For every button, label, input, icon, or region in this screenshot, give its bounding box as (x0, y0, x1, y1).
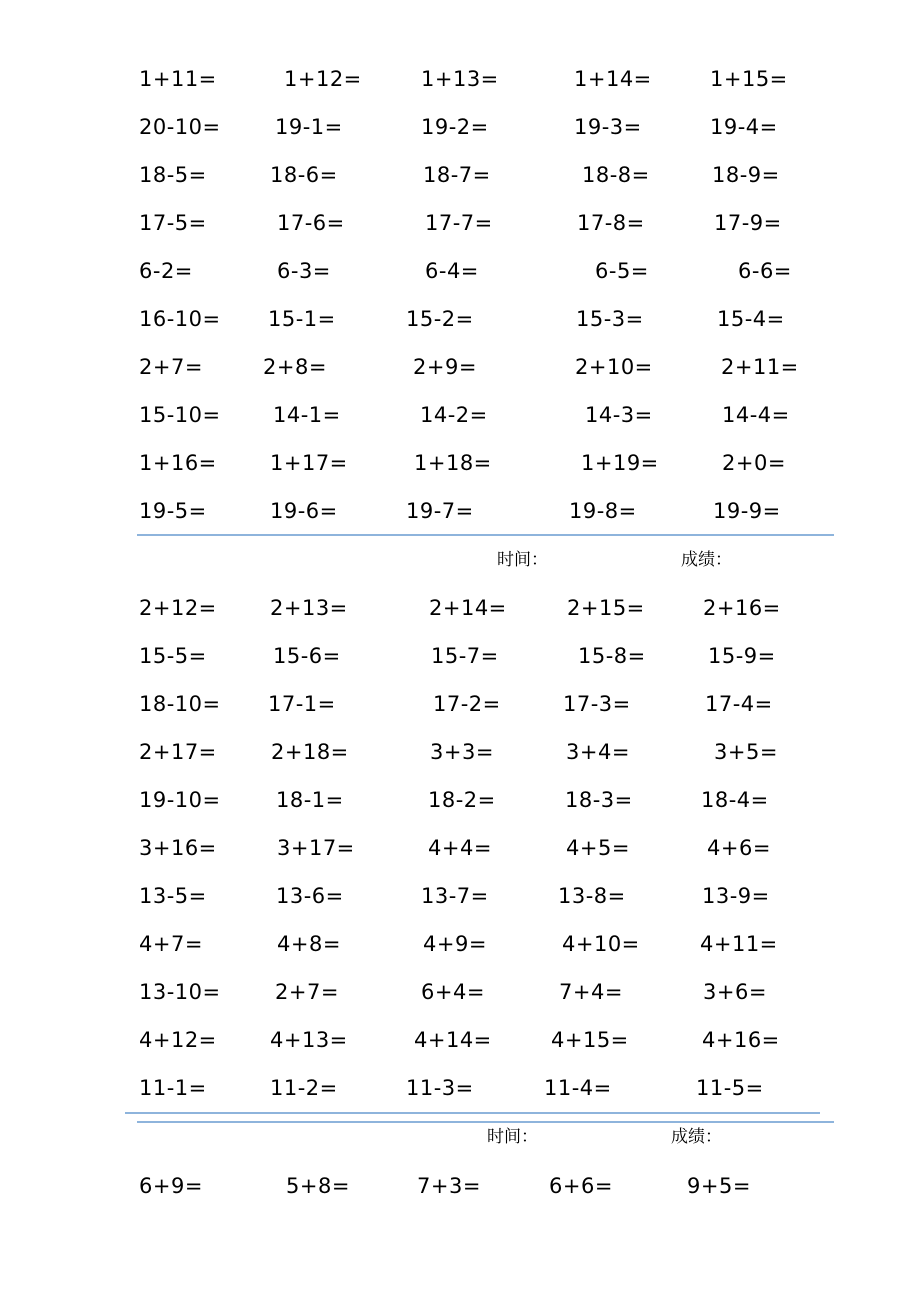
problem: 4+6= (707, 836, 771, 860)
problem-row (0, 977, 920, 1007)
problem: 20-10= (139, 115, 221, 139)
problem: 17-9= (714, 211, 782, 235)
problem: 18-5= (139, 163, 207, 187)
problem: 4+10= (562, 932, 640, 956)
score-label: 成绩： (681, 550, 732, 570)
problem: 3+17= (277, 836, 355, 860)
problem: 2+9= (413, 355, 477, 379)
time-label: 时间： (487, 1127, 538, 1147)
problem: 3+5= (714, 740, 778, 764)
problem: 15-4= (717, 307, 785, 331)
problem: 19-9= (713, 499, 781, 523)
problem: 11-3= (406, 1076, 474, 1100)
problem: 17-7= (425, 211, 493, 235)
problem: 18-3= (565, 788, 633, 812)
problem-row (0, 256, 920, 286)
problem: 18-9= (712, 163, 780, 187)
problem: 17-6= (277, 211, 345, 235)
problem: 13-7= (421, 884, 489, 908)
problem: 14-1= (273, 403, 341, 427)
problem: 7+4= (559, 980, 623, 1004)
problem: 2+12= (139, 596, 217, 620)
problem-row (0, 352, 920, 382)
problem: 15-7= (431, 644, 499, 668)
problem: 19-8= (569, 499, 637, 523)
problem: 1+14= (574, 67, 652, 91)
problem: 19-5= (139, 499, 207, 523)
problem: 15-8= (578, 644, 646, 668)
problem-row (0, 64, 920, 94)
problem: 19-10= (139, 788, 221, 812)
problem-row (0, 833, 920, 863)
problem: 6-6= (738, 259, 792, 283)
problem: 15-9= (708, 644, 776, 668)
problem: 11-4= (544, 1076, 612, 1100)
problem: 13-8= (558, 884, 626, 908)
problem: 1+12= (284, 67, 362, 91)
problem: 6+9= (139, 1174, 203, 1198)
problem: 1+17= (270, 451, 348, 475)
problem: 17-4= (705, 692, 773, 716)
problem: 2+10= (575, 355, 653, 379)
problem: 15-2= (406, 307, 474, 331)
problem: 14-3= (585, 403, 653, 427)
problem: 4+7= (139, 932, 203, 956)
problem-row (0, 304, 920, 334)
problem: 1+15= (710, 67, 788, 91)
problem: 15-1= (268, 307, 336, 331)
problem: 4+11= (700, 932, 778, 956)
time-label: 时间： (497, 550, 548, 570)
problem: 4+4= (428, 836, 492, 860)
problem-row (0, 689, 920, 719)
problem: 3+6= (703, 980, 767, 1004)
problem: 15-3= (576, 307, 644, 331)
problem: 1+18= (414, 451, 492, 475)
problem-row (0, 400, 920, 430)
problem: 6-3= (277, 259, 331, 283)
problem-row (0, 1171, 920, 1201)
problem-row (0, 785, 920, 815)
problem: 4+13= (270, 1028, 348, 1052)
problem: 2+0= (722, 451, 786, 475)
problem: 11-1= (139, 1076, 207, 1100)
problem: 6+4= (421, 980, 485, 1004)
problem-row (0, 641, 920, 671)
problem: 2+17= (139, 740, 217, 764)
problem: 5+8= (286, 1174, 350, 1198)
problem: 2+8= (263, 355, 327, 379)
problem: 18-2= (428, 788, 496, 812)
problem: 3+4= (566, 740, 630, 764)
problem: 4+8= (277, 932, 341, 956)
problem: 18-10= (139, 692, 221, 716)
problem: 2+7= (139, 355, 203, 379)
problem: 13-5= (139, 884, 207, 908)
problem: 7+3= (417, 1174, 481, 1198)
problem-row (0, 593, 920, 623)
problem-row (0, 448, 920, 478)
problem: 18-7= (423, 163, 491, 187)
problem: 19-4= (710, 115, 778, 139)
problem: 4+15= (551, 1028, 629, 1052)
problem: 15-5= (139, 644, 207, 668)
problem: 6-4= (425, 259, 479, 283)
problem-row (0, 1025, 920, 1055)
problem: 1+11= (139, 67, 217, 91)
problem: 17-5= (139, 211, 207, 235)
problem: 2+7= (275, 980, 339, 1004)
problem: 19-6= (270, 499, 338, 523)
problem: 19-3= (574, 115, 642, 139)
problem: 4+16= (702, 1028, 780, 1052)
problem: 6+6= (549, 1174, 613, 1198)
problem: 4+9= (423, 932, 487, 956)
problem: 14-2= (420, 403, 488, 427)
problem-row (0, 737, 920, 767)
problem: 2+14= (429, 596, 507, 620)
problem: 3+3= (430, 740, 494, 764)
problem: 11-2= (270, 1076, 338, 1100)
section-divider (137, 1121, 834, 1123)
problem: 17-2= (433, 692, 501, 716)
problem: 14-4= (722, 403, 790, 427)
problem: 18-8= (582, 163, 650, 187)
problem: 1+19= (581, 451, 659, 475)
problem: 2+15= (567, 596, 645, 620)
problem: 19-2= (421, 115, 489, 139)
section-divider (125, 1112, 820, 1114)
problem: 9+5= (687, 1174, 751, 1198)
problem: 13-9= (702, 884, 770, 908)
problem-row (0, 160, 920, 190)
problem: 19-1= (275, 115, 343, 139)
problem-row (0, 208, 920, 238)
problem: 17-3= (563, 692, 631, 716)
problem-row (0, 112, 920, 142)
problem: 2+18= (271, 740, 349, 764)
problem: 17-8= (577, 211, 645, 235)
problem: 13-10= (139, 980, 221, 1004)
problem: 18-4= (701, 788, 769, 812)
problem-row (0, 929, 920, 959)
problem: 6-5= (595, 259, 649, 283)
problem: 1+13= (421, 67, 499, 91)
problem: 2+16= (703, 596, 781, 620)
problem: 11-5= (696, 1076, 764, 1100)
problem: 17-1= (268, 692, 336, 716)
problem: 1+16= (139, 451, 217, 475)
problem-row (0, 1073, 920, 1103)
problem: 2+11= (721, 355, 799, 379)
problem: 18-1= (276, 788, 344, 812)
problem: 16-10= (139, 307, 221, 331)
section-divider (137, 534, 834, 536)
problem: 18-6= (270, 163, 338, 187)
problem-row (0, 881, 920, 911)
problem: 6-2= (139, 259, 193, 283)
problem: 19-7= (406, 499, 474, 523)
problem: 4+12= (139, 1028, 217, 1052)
problem-row (0, 496, 920, 526)
score-label: 成绩： (671, 1127, 722, 1147)
problem: 4+5= (566, 836, 630, 860)
problem: 15-10= (139, 403, 221, 427)
problem: 4+14= (414, 1028, 492, 1052)
problem: 2+13= (270, 596, 348, 620)
problem: 13-6= (276, 884, 344, 908)
problem: 3+16= (139, 836, 217, 860)
problem: 15-6= (273, 644, 341, 668)
